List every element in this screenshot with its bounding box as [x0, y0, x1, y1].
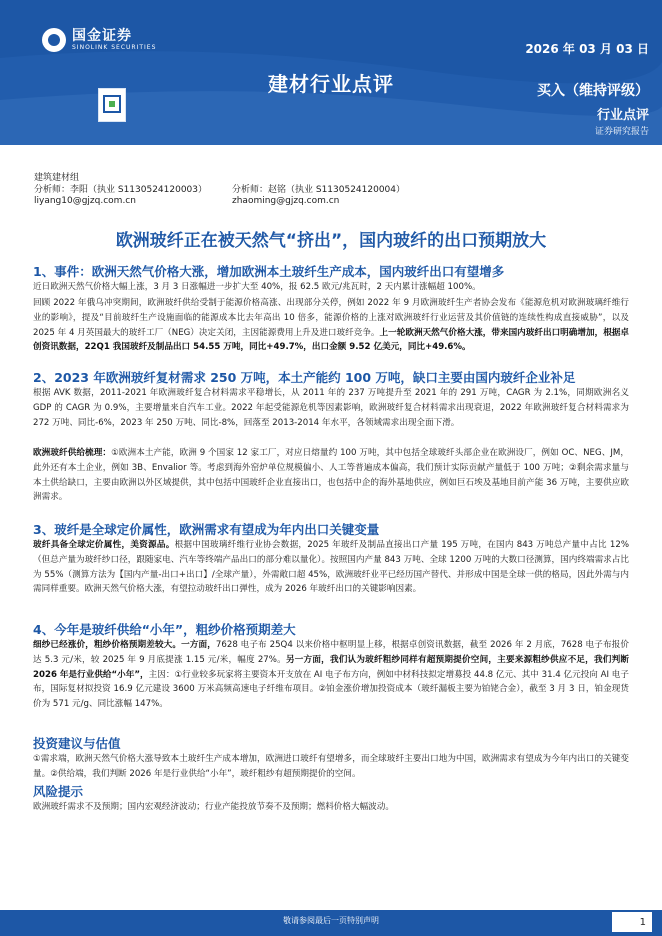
section-1-title: 1、事件：欧洲天然气价格大涨，增加欧洲本土玻纤生产成本，国内玻纤出口有望增多	[33, 264, 505, 279]
footer-disclaimer: 敬请参阅最后一页特别声明	[283, 916, 379, 925]
section-6-title: 风险提示	[33, 784, 84, 799]
report-date: 2026 年 03 月 03 日	[525, 42, 649, 56]
rating-label: 买入（维持评级）	[537, 83, 649, 99]
page-number: 1	[639, 917, 646, 928]
section-5-title: 投资建议与估值	[33, 736, 121, 751]
team-name: 建筑建材组	[34, 173, 80, 183]
logo-mark-icon	[42, 28, 66, 52]
qr-code-icon	[98, 88, 126, 122]
section-1-para-2: 回顾 2022 年俄乌冲突期间，欧洲玻纤供给受制于能源价格高涨、出现部分关停，例如 2022 年 9 月欧洲玻纤生产者协会发布《能源危机对欧洲玻璃纤维行业的影响》，提及“目前玻纤生产设施面临的能源成本比去年高出 10 倍多，能源价格的上涨对欧洲玻纤行业运营及其价值链的连续性构成直接威胁”，以及 2025 年 4 月英国最大的玻纤工厂（NEG）决定关闭，主因能源费用上升及进口玻纤竞争。上一轮欧洲天然气价格大涨，带来国内玻纤出口明确增加，根据卓创资讯数据，22Q1 我国玻纤及制品出口 54.55 万吨，同比+49.7%，出口金额 9.52 亿美元，同比+49.6%。	[33, 298, 629, 353]
section-5-para-1: ①需求端，欧洲天然气价格大涨导致本土玻纤生产成本增加，欧洲进口玻纤有望增多，而全球玻纤主要出口地为中国，欧洲需求有望成为今年内出口的关键变量。②供给端，我们判断 2026 年是行业供给“小年”，玻纤粗纱有超预期提价的空间。	[33, 754, 629, 779]
section-2-para-1: 根据 AVK 数据，2011-2021 年欧洲玻纤复合材料需求平稳增长，从 2011 年的 237 万吨提升至 2021 年的 291 万吨，CAGR 为 2.1%，同期欧洲名义 GDP 的 CAGR 为 0.9%，主要增量来自汽车工业。2022 年起受能源危机等因素影响，欧洲玻纤复合材料需求出现衰退，2022 年欧洲玻纤复合材料需求为 272 万吨、同比-6%，2023 年 250 万吨、同比-8%，回落至 2013-2014 年水平，各领域需求出现全面下滑。	[33, 388, 629, 428]
analyst-2-email[interactable]: zhaoming@gjzq.com.cn	[232, 196, 340, 206]
report-subtype: 证券研究报告	[594, 127, 649, 137]
headline: 欧洲玻纤正在被天然气“挤出”，国内玻纤的出口预期放大	[115, 231, 547, 251]
section-3-para-1: 玻纤具备全球定价属性，美资源品。根据中国玻璃纤维行业协会数据，2025 年玻纤及制品直接出口产量 195 万吨，在国内 843 万吨总产量中占比 12%（但总产量为玻纤纱口径，跟随家电、汽车等终端产品出口的部分难以量化）。按照国内产量 843 万吨、全球 1200 万吨的大数口径测算，国内终端需求占比为 55%（测算方法为【国内产量-出口+出口】/全球产量），外需敞口超 45%，欧洲玻纤业平已经历国产替代、并形成中国是全球一供的格局，因此外需与内需同样重要。欧洲天然气价格大涨，有望拉动玻纤出口弹性，成为 2026 年玻纤出口的关键影响因素。	[33, 540, 629, 595]
section-6-para-1: 欧洲玻纤需求不及预期；国内宏观经济波动；行业产能投放节奏不及预期；燃料价格大幅波动。	[33, 802, 394, 812]
section-2-title: 2、2023 年欧洲玻纤复材需求 250 万吨，本土产能约 100 万吨，缺口主要由国内玻纤企业补足	[33, 370, 576, 385]
section-2-para-2: 欧洲玻纤供给梳理：①欧洲本土产能，欧洲 9 个国家 12 家工厂，对应日熔量约 100 万吨，其中包括全球玻纤头部企业在欧洲设厂，例如 OC、NEG、JM，此外还有本土企业，例如 3B、Envalior 等。考虑到海外窑炉单位规模偏小、人工等普遍成本偏高，我们预计实际贡献产量低于 100 万吨；②剩余需求量与本土供给缺口，主要由欧洲以外区域提供，其中包括中国玻纤企业直接出口，也包括中企的海外基地供应，例如巨石埃及基地目前产能 36 万吨，主要供应欧洲需求。	[33, 448, 629, 503]
company-logo	[42, 28, 156, 52]
section-3-title: 3、玻纤是全球定价属性，欧洲需求有望成为年内出口关键变量	[33, 522, 380, 537]
page-number-box	[612, 912, 652, 932]
logo-name-cn: 国金证券	[72, 27, 132, 44]
analyst-1-email[interactable]: liyang10@gjzq.com.cn	[34, 196, 136, 206]
section-4-title: 4、今年是玻纤供给“小年”，粗纱价格预期差大	[33, 622, 296, 637]
analyst-1: 分析师：李阳（执业 S1130524120003）	[34, 185, 208, 195]
section-1-para-1: 近日欧洲天然气价格大幅上涨，3 月 3 日涨幅进一步扩大至 40%，报 62.5 欧元/兆瓦时，2 天内累计涨幅超 100%。	[33, 282, 481, 292]
report-title: 建材行业点评	[268, 72, 394, 96]
analyst-2: 分析师：赵铭（执业 S1130524120004）	[232, 185, 406, 195]
report-type: 行业点评	[596, 108, 649, 123]
logo-name-en: SINOLINK SECURITIES	[72, 43, 157, 51]
section-4-para-1: 细纱已经涨价，粗纱价格预期差较大。一方面，7628 电子布 25Q4 以来价格中枢明显上移，根据卓创资讯数据，截至 2026 年 2 月底，7628 电子布报价达 5.3 元/米，较 2025 年 9 月底提涨 1.15 元/米，幅度 27%。另一方面，我们认为玻纤粗纱同样有超预期提价空间，主要来源粗纱供应不足，我们判断 2026 年是行业供给“小年”，主因：①行业较多玩家将主要资本开支放在 AI 电子布方向，例如中材科技拟定增募投 44.8 亿元、其中 31.4 亿元投向 AI 电子布，国际复材拟投资 16.9 亿元建设 3600 万米高频高速电子纤维布项目。②铂金涨价增加投资成本（玻纤漏板主要为铂铑合金），截至 3 月 3 日，铂金现货价为 571 元/g、同比涨幅 147%。	[33, 640, 629, 710]
